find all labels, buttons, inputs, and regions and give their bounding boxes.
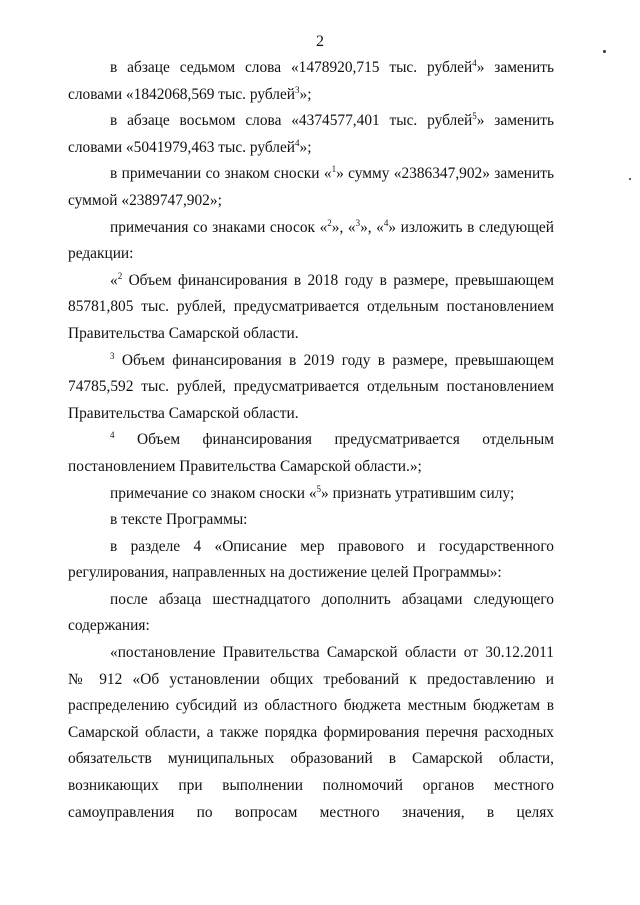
footnote-mark: 2 <box>327 217 332 228</box>
paragraph <box>68 161 554 214</box>
paragraph-text: Объем финансирования в 2019 году в размере, превышающем 74785,592 тыс. рублей, предусматривается отдельным постановлением Правительства Самарской области. <box>68 351 554 422</box>
paragraph <box>68 55 554 108</box>
paragraph-text: » заменить словами «5041979,463 тыс. рублей <box>68 112 554 156</box>
paragraph <box>68 534 554 587</box>
paragraph-text: »; <box>299 85 312 103</box>
footnote-mark: 3 <box>355 217 361 228</box>
paragraph-text: « <box>110 271 118 289</box>
paragraph-text: » изложить в следующей редакции: <box>68 218 554 263</box>
paragraph <box>68 108 554 161</box>
footnote-mark: 3 <box>110 350 115 361</box>
paragraph-text: », « <box>360 218 384 236</box>
footnote-mark: 3 <box>295 84 300 95</box>
paragraph <box>68 507 554 534</box>
paragraph-text: примечания со знаками сносок « <box>110 218 328 236</box>
paragraph <box>68 640 554 826</box>
footnote-mark: 5 <box>472 111 477 122</box>
paragraph <box>68 481 554 508</box>
page-number: 2 <box>316 33 324 50</box>
paragraph-text: » признать утратившим силу; <box>321 484 515 502</box>
paragraph-text: в примечании со знаком сноски « <box>110 165 332 183</box>
paragraph-text: Объем финансирования в 2018 году в размере, превышающем 85781,805 тыс. рублей, предусматривается отдельным постановлением Правительства Самарской области. <box>68 271 554 342</box>
paragraph-text: в абзаце восьмом слова «4374577,401 тыс. рублей <box>110 112 473 130</box>
paragraph-text: »; <box>299 138 312 156</box>
paragraph <box>68 587 554 640</box>
paragraph-text: в разделе 4 «Описание мер правового и государственного регулирования, направленных на достижение целей Программы»: <box>68 537 554 582</box>
paragraph-text: «постановление Правительства Самарской области от 30.12.2011 № 912 «Об установлении общих требований к предоставлению и распределению субсидий из областного бюджета местным бюджетам в Самарской области, а также порядка формирования перечня расходных обязательств муниципальных образований в Самарской области, возникающих при выполнении полномочий органов местного самоуправления по вопросам местного значения, в целях <box>68 644 554 821</box>
paragraph-text: в тексте Программы: <box>110 511 248 529</box>
footnote-mark: 5 <box>316 483 322 494</box>
paragraph <box>68 268 554 348</box>
footnote-mark: 1 <box>331 164 337 175</box>
footnote-mark: 4 <box>472 58 477 68</box>
paragraph <box>68 348 554 428</box>
paragraph-text: » заменить словами «1842068,569 тыс. рублей <box>68 59 554 103</box>
paragraph-text: » сумму «2386347,902» заменить суммой «2389747,902»; <box>68 165 554 209</box>
paragraph-text: примечание со знаком сноски « <box>110 484 317 502</box>
footnote-mark: 4 <box>383 217 389 228</box>
paragraph-text: », « <box>331 218 356 236</box>
paragraph <box>68 427 554 480</box>
footnote-mark: 4 <box>110 430 115 441</box>
paragraph <box>68 215 554 268</box>
document-body <box>68 55 554 826</box>
footnote-mark: 2 <box>117 270 123 281</box>
paragraph-text: Объем финансирования предусматривается отдельным постановлением Правительства Самарской области.»; <box>68 431 554 475</box>
footnote-mark: 4 <box>295 137 300 148</box>
paragraph-text: в абзаце седьмом слова «1478920,715 тыс. рублей <box>110 59 473 76</box>
scan-speck <box>603 50 606 53</box>
scan-speck <box>629 178 631 180</box>
paragraph-text: после абзаца шестнадцатого дополнить абзацами следующего содержания: <box>68 590 554 635</box>
